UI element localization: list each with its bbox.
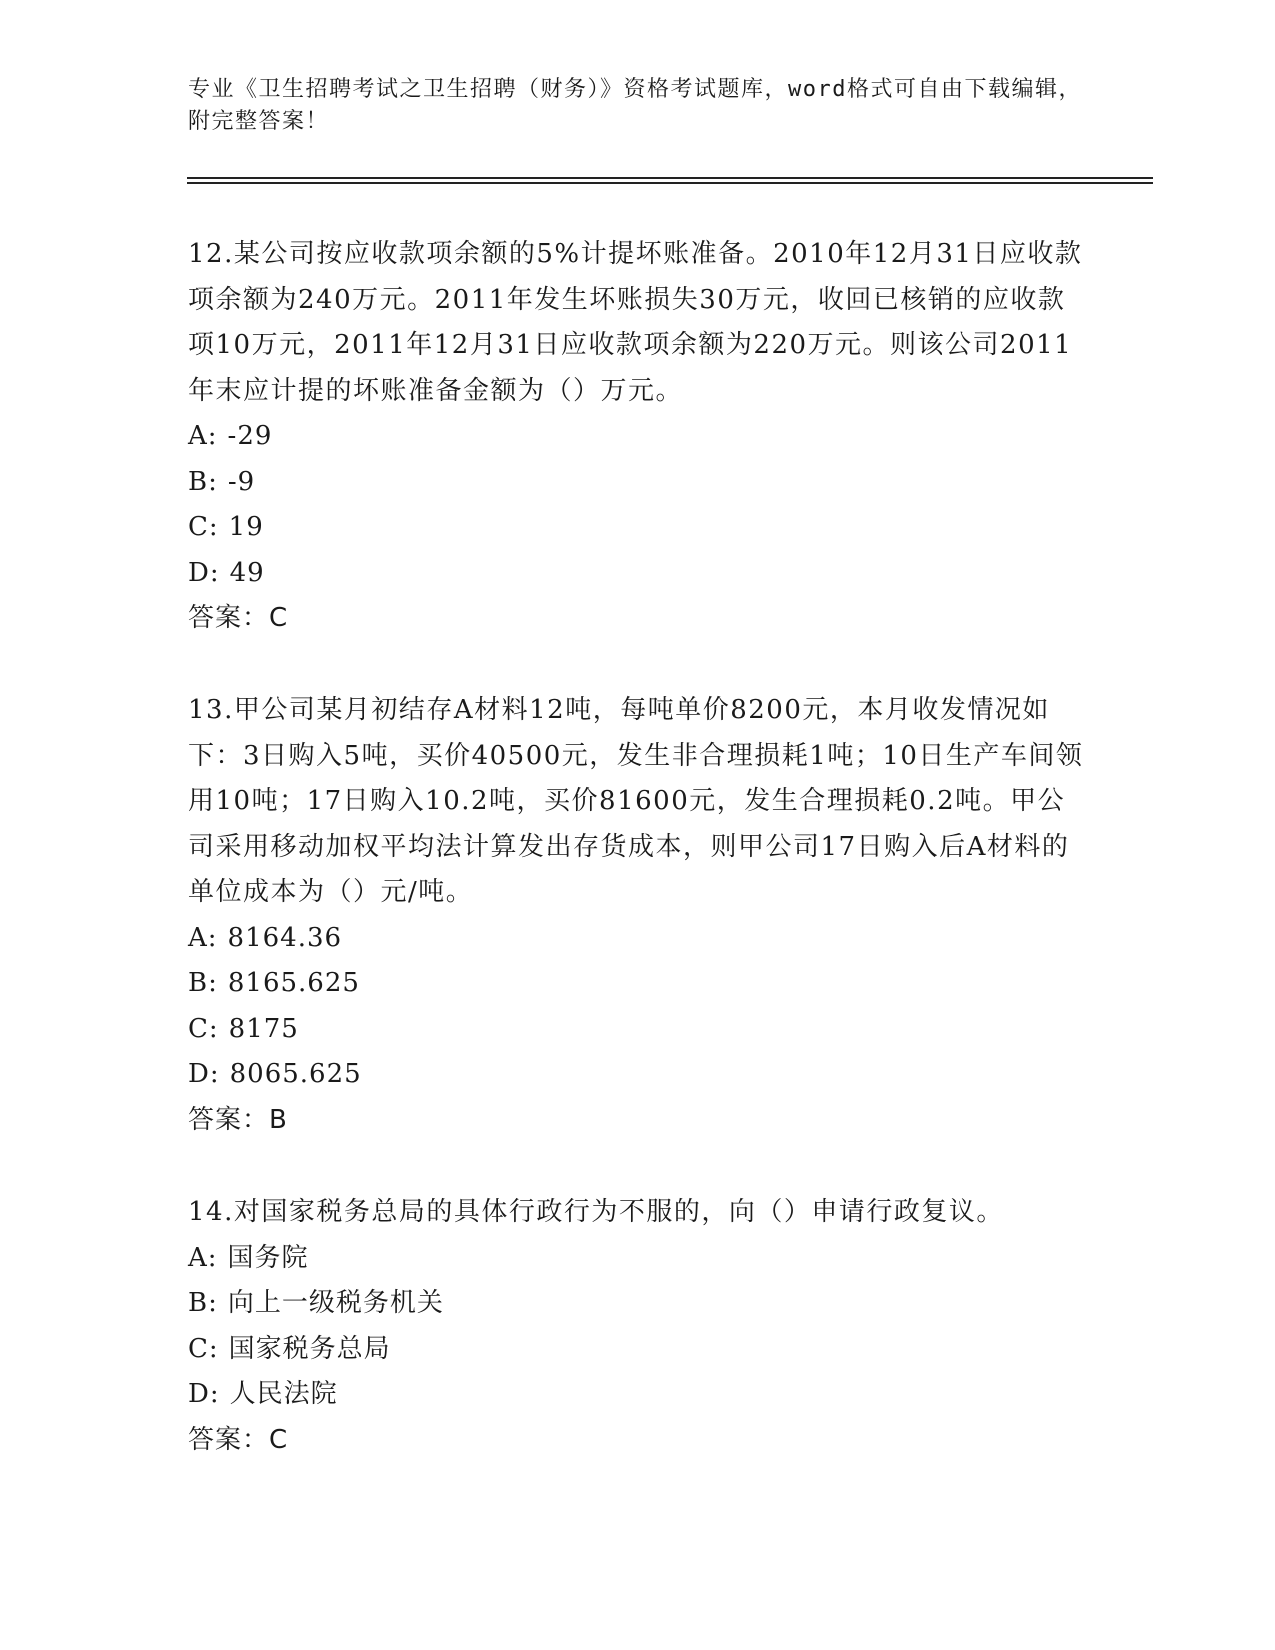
- option-value: 8175: [228, 1013, 299, 1044]
- answer-line: 答案：C: [188, 1424, 289, 1455]
- document-header: 专业《卫生招聘考试之卫生招聘（财务）》资格考试题库，word格式可自由下载编辑，附完整答案！: [188, 77, 1082, 134]
- answer-line: 答案：B: [188, 1104, 288, 1135]
- question-12: [188, 232, 1088, 642]
- option-d: [188, 1052, 1088, 1098]
- option-a: [188, 916, 1088, 962]
- option-letter: D:: [188, 1059, 220, 1089]
- option-a: [188, 1236, 1088, 1282]
- option-c: [188, 505, 1088, 551]
- option-letter: B:: [188, 968, 218, 998]
- option-letter: C:: [188, 512, 219, 542]
- option-a: [188, 414, 1088, 460]
- option-letter: C:: [188, 1013, 219, 1044]
- option-value: 国家税务总局: [228, 1333, 391, 1364]
- option-b: [188, 961, 1088, 1007]
- option-b: [188, 460, 1088, 506]
- option-value: 49: [229, 557, 265, 588]
- option-value: 国务院: [227, 1242, 309, 1273]
- option-value: 人民法院: [229, 1379, 338, 1409]
- option-d: [188, 1372, 1088, 1418]
- answer-line: 答案：C: [188, 603, 289, 633]
- option-letter: B:: [188, 466, 218, 497]
- question-stem: 13.甲公司某月初结存A材料12吨，每吨单价8200元，本月收发情况如下：3日购入5吨，买价40500元，发生非合理损耗1吨；10日生产车间领用10吨；17日购入10.2吨，买价81600元，发生合理损耗0.2吨。甲公司采用移动加权平均法计算发出存货成本，则甲公司17日购入后A材料的单位成本为（）元/吨。: [188, 695, 1084, 907]
- option-letter: A:: [188, 421, 218, 451]
- option-d: [188, 551, 1088, 597]
- header-divider-bottom: [187, 182, 1153, 184]
- option-value: 19: [228, 512, 264, 542]
- question-13: [188, 688, 1088, 1143]
- question-stem: 14.对国家税务总局的具体行政行为不服的，向（）申请行政复议。: [188, 1197, 1004, 1227]
- option-c: [188, 1327, 1088, 1373]
- option-value: 8165.625: [227, 968, 360, 998]
- option-letter: C:: [188, 1333, 219, 1364]
- option-letter: B:: [188, 1288, 218, 1318]
- option-letter: A:: [188, 922, 218, 953]
- option-value: -9: [227, 466, 256, 497]
- option-value: 8065.625: [229, 1059, 362, 1089]
- option-value: -29: [227, 421, 273, 451]
- option-letter: D:: [188, 557, 220, 588]
- option-letter: D:: [188, 1379, 220, 1409]
- option-b: [188, 1281, 1088, 1327]
- option-value: 向上一级税务机关: [227, 1288, 444, 1318]
- header-divider-top: [187, 177, 1153, 179]
- option-c: [188, 1007, 1088, 1053]
- option-letter: A:: [188, 1242, 218, 1273]
- question-14: [188, 1190, 1088, 1463]
- option-value: 8164.36: [227, 922, 343, 953]
- question-stem: 12.某公司按应收款项余额的5%计提坏账准备。2010年12月31日应收款项余额为240万元。2011年发生坏账损失30万元，收回已核销的应收款项10万元，2011年12月31日应收款项余额为220万元。则该公司2011年末应计提的坏账准备金额为（）万元。: [188, 239, 1083, 406]
